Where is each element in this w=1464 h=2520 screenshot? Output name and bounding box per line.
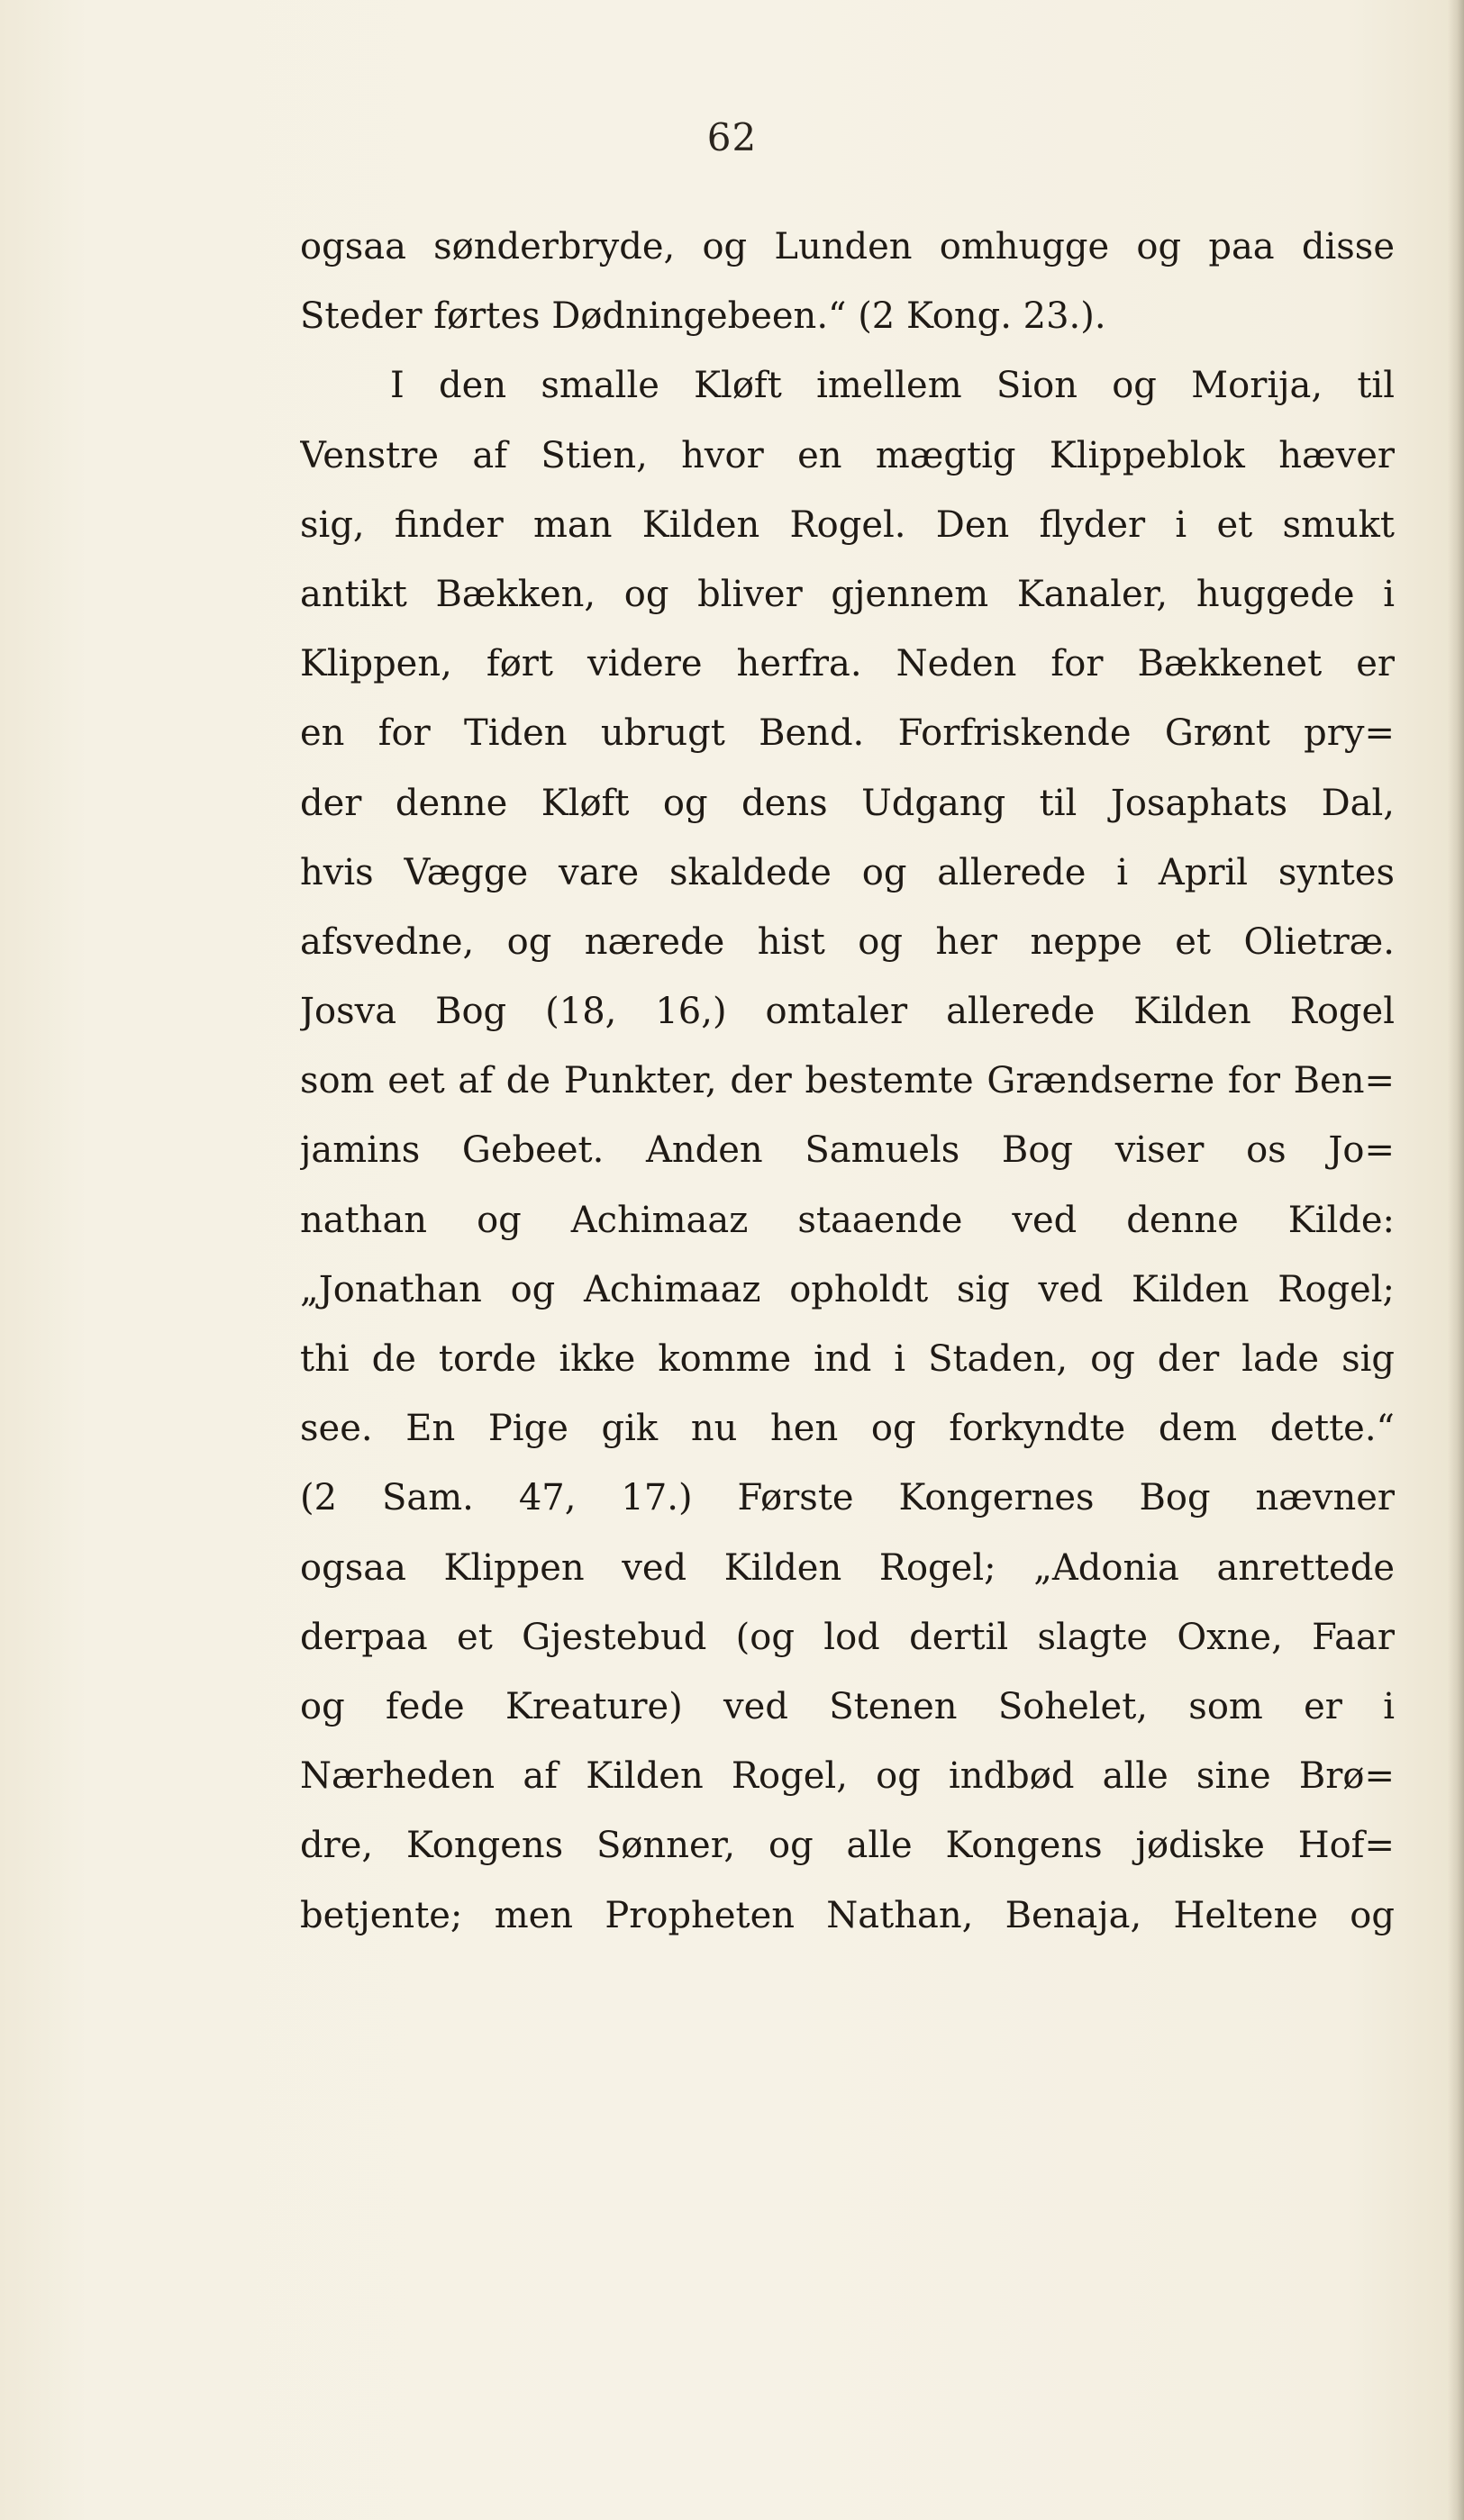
paragraph-start-line: I den smalle Kløft imellem Sion og Morija, til bbox=[390, 365, 1395, 407]
text-line: og fede Kreature) ved Stenen Sohelet, som er i bbox=[300, 1685, 1395, 1727]
text-line: Venstre af Stien, hvor en mægtig Klippeblok hæver bbox=[300, 434, 1395, 476]
page-number: 62 bbox=[706, 115, 758, 159]
text-line: ogsaa Klippen ved Kilden Rogel; „Adonia anrettede bbox=[300, 1546, 1395, 1589]
text-line: betjente; men Propheten Nathan, Benaja, Heltene og bbox=[300, 1894, 1395, 1936]
text-line: thi de torde ikke komme ind i Staden, og der lade sig bbox=[300, 1338, 1395, 1380]
text-line: sig, finder man Kilden Rogel. Den flyder i et smukt bbox=[300, 503, 1395, 546]
text-line: dre, Kongens Sønner, og alle Kongens jødiske Hof= bbox=[300, 1825, 1395, 1867]
body-text bbox=[300, 213, 1395, 1951]
text-line: derpaa et Gjestebud (og lod dertil slagte Oxne, Faar bbox=[300, 1616, 1395, 1658]
text-line: „Jonathan og Achimaaz opholdt sig ved Kilden Rogel; bbox=[300, 1268, 1395, 1310]
text-line: Nærheden af Kilden Rogel, og indbød alle sine Brø= bbox=[300, 1755, 1395, 1798]
text-line: en for Tiden ubrugt Bend. Forfriskende Grønt pry= bbox=[300, 712, 1395, 755]
page-edge-shadow bbox=[1448, 0, 1464, 2520]
text-line: antikt Bækken, og bliver gjennem Kanaler, huggede i bbox=[300, 573, 1395, 615]
text-line: ogsaa sønderbryde, og Lunden omhugge og paa disse bbox=[300, 226, 1395, 267]
text-line: see. En Pige gik nu hen og forkyndte dem dette.“ bbox=[300, 1408, 1395, 1450]
text-line: (2 Sam. 47, 17.) Første Kongernes Bog nævner bbox=[300, 1477, 1395, 1519]
text-line: Klippen, ført videre herfra. Neden for Bækkenet er bbox=[300, 643, 1395, 685]
text-line: nathan og Achimaaz staaende ved denne Kilde: bbox=[300, 1199, 1395, 1241]
text-line: som eet af de Punkter, der bestemte Grændserne for Ben= bbox=[300, 1060, 1395, 1102]
text-line: Steder førtes Dødningebeen.“ (2 Kong. 23.). bbox=[300, 295, 1106, 338]
text-line: der denne Kløft og dens Udgang til Josaphats Dal, bbox=[300, 782, 1395, 824]
text-line: jamins Gebeet. Anden Samuels Bog viser os Jo= bbox=[300, 1129, 1395, 1172]
text-line: hvis Vægge vare skaldede og allerede i April syntes bbox=[300, 851, 1395, 893]
text-line: afsvedne, og nærede hist og her neppe et Olietræ. bbox=[300, 920, 1395, 963]
text-line: Josva Bog (18, 16,) omtaler allerede Kilden Rogel bbox=[300, 991, 1395, 1033]
